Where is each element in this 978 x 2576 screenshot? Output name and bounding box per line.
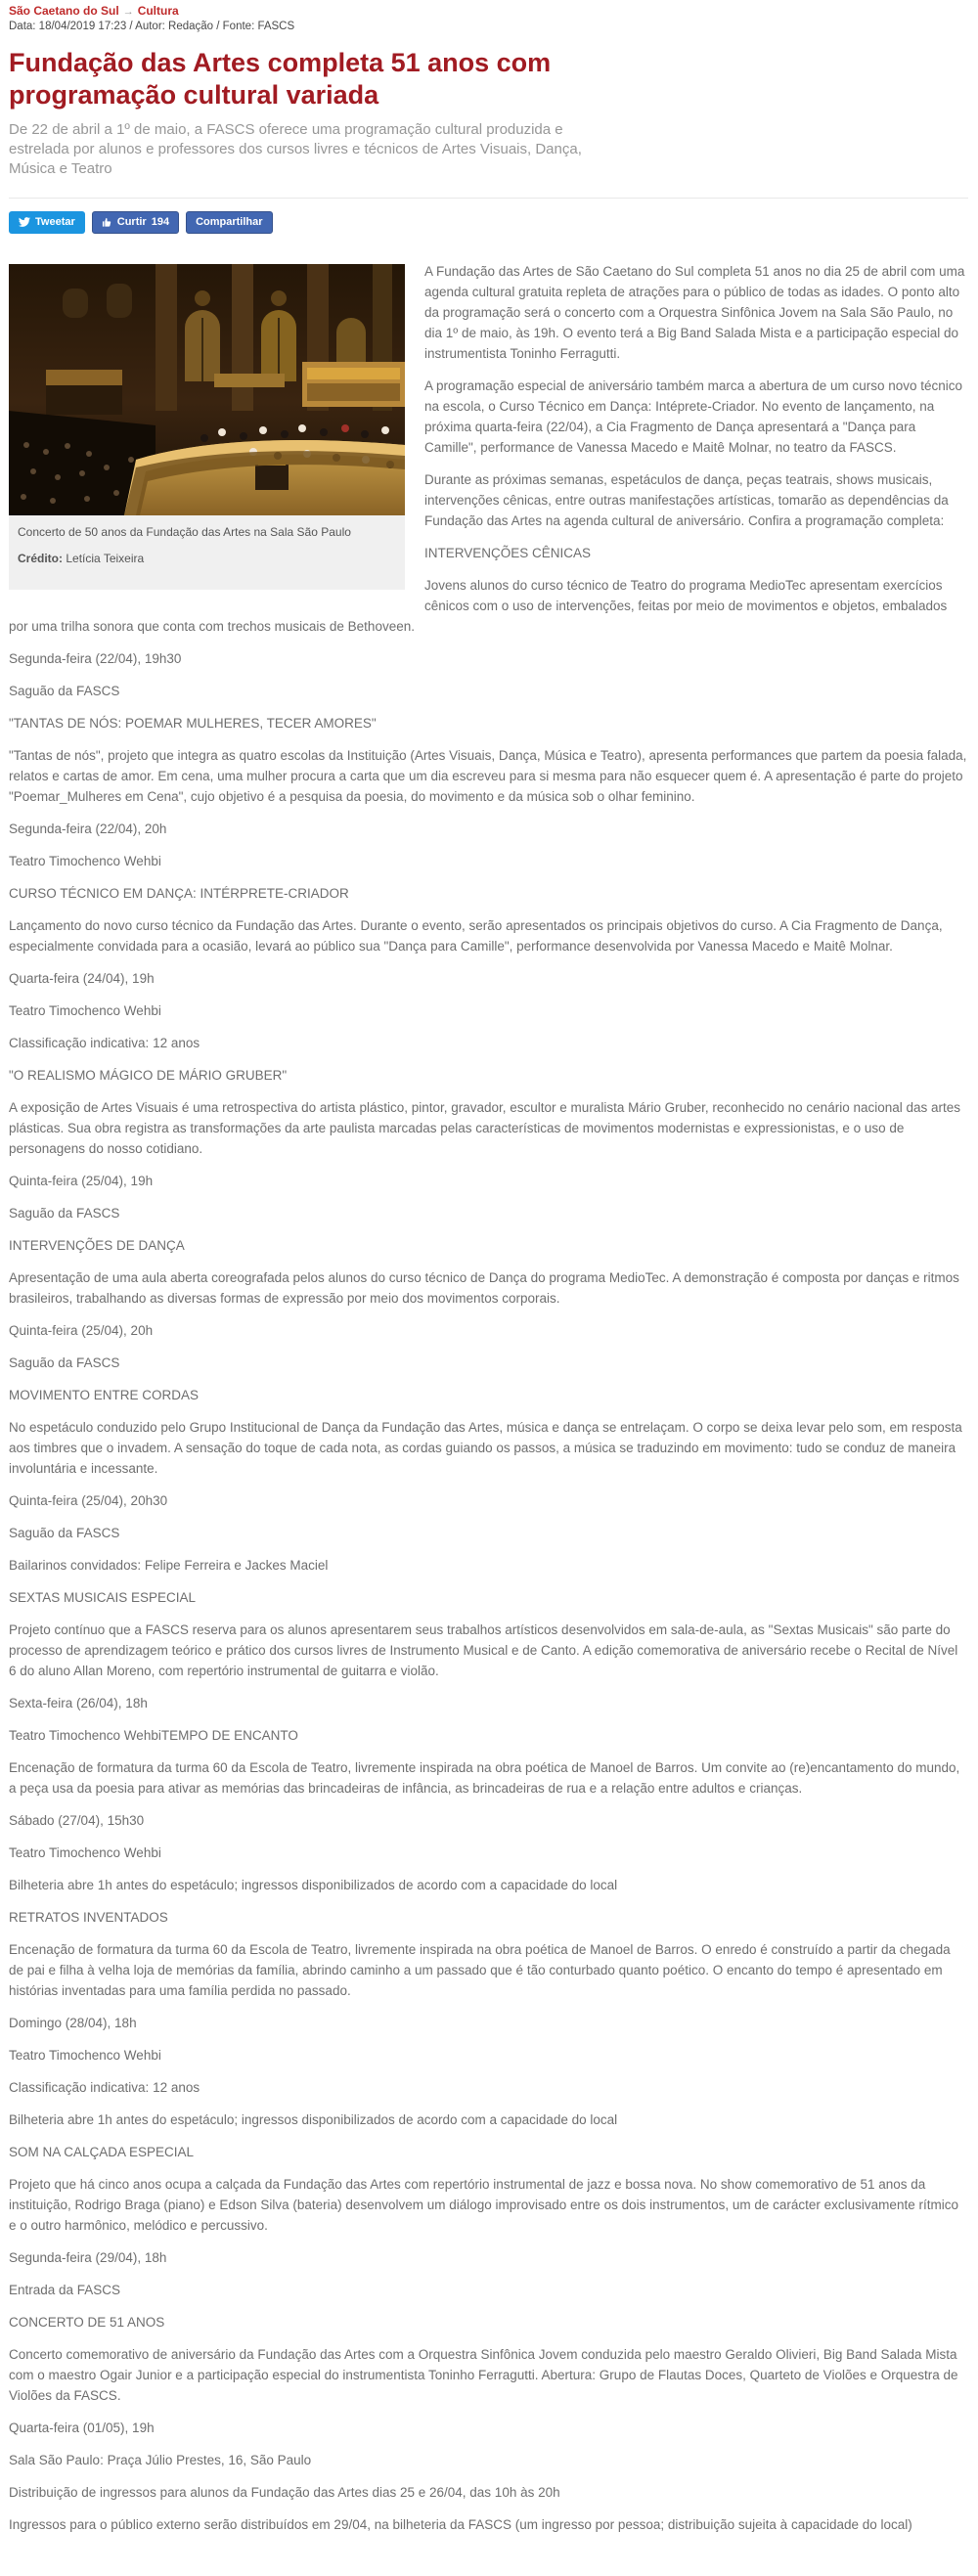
article-paragraph: Sábado (27/04), 15h30 xyxy=(9,1813,145,1828)
article-paragraph: Bilheteria abre 1h antes do espetáculo; ingressos disponibilizados de acordo com a capacidade do local xyxy=(9,1878,618,1892)
article-paragraph: Encenação de formatura da turma 60 da Escola de Teatro, livremente inspirada na obra poética de Manoel de Barros. O enredo é construído a partir da chegada de pai e filha à velha loja de memórias da família, abrindo caminho a um passado que é tão conturbado quanto poético. O encanto do tempo é apresentado em histórias inventadas para uma família perdida no passado. xyxy=(9,1942,951,1998)
article-paragraph: Quinta-feira (25/04), 20h30 xyxy=(9,1493,168,1508)
photo-credit-value: Letícia Teixeira xyxy=(66,552,145,565)
photo-caption xyxy=(9,515,405,590)
article-paragraph: Segunda-feira (22/04), 20h xyxy=(9,822,167,836)
article-paragraph: Domingo (28/04), 18h xyxy=(9,2016,137,2030)
article-paragraph: Saguão da FASCS xyxy=(9,1355,120,1370)
section-heading: SOM NA CALÇADA ESPECIAL xyxy=(9,2145,195,2159)
like-count: 194 xyxy=(151,216,170,228)
like-button[interactable] xyxy=(92,211,179,234)
page-title: Fundação das Artes completa 51 anos com programação cultural variada xyxy=(9,48,552,110)
section-heading: RETRATOS INVENTADOS xyxy=(9,1910,168,1925)
article-paragraph: Ingressos para o público externo serão distribuídos em 29/04, na bilheteria da FASCS (um ingresso por pessoa; distribuição sujeita à capacidade do local) xyxy=(9,2517,912,2532)
article-paragraph: Saguão da FASCS xyxy=(9,684,120,698)
article-paragraph: Teatro Timochenco Wehbi xyxy=(9,1845,161,1860)
article-paragraph: Encenação de formatura da turma 60 da Escola de Teatro, livremente inspirada na obra poética de Manoel de Barros. Um convite ao (re)encantamento do mundo, a peça usa da poesia para ativar as memórias das brincadeiras de infância, as brincadeiras de rua e a relação entre adultos e crianças. xyxy=(9,1760,960,1796)
article-paragraph: Bilheteria abre 1h antes do espetáculo; ingressos disponibilizados de acordo com a capacidade do local xyxy=(9,2112,618,2127)
article-paragraph: Apresentação de uma aula aberta coreografada pelos alunos do curso técnico de Dança do programa MedioTec. A demonstração é composta por danças e ritmos brasileiros, trabalhando as diversas formas de expressão por meio dos movimentos corporais. xyxy=(9,1270,959,1306)
article-paragraph: Sexta-feira (26/04), 18h xyxy=(9,1696,148,1710)
section-heading: CONCERTO DE 51 ANOS xyxy=(9,2315,165,2330)
photo-caption-text: Concerto de 50 anos da Fundação das Artes na Sala São Paulo xyxy=(18,525,351,539)
article-paragraph: A exposição de Artes Visuais é uma retrospectiva do artista plástico, pintor, gravador, escultor e muralista Mário Gruber, reconhecido no cenário nacional das artes plásticas. Sua obra registra as transformações da arte paulista marcadas pelas características de movimentos modernistas e expressionistas, e o uso de personagens do nosso cotidiano. xyxy=(9,1100,961,1156)
article-paragraph: Projeto contínuo que a FASCS reserva para os alunos apresentarem seus trabalhos artísticos desenvolvidos em sala-de-aula, as "Sextas Musicais" são parte do processo de aprendizagem teórico e prático dos cursos livres de Instrumento Musical e de Canto. A edição comemorativa de aniversário recebe o Recital de Nível 6 do aluno Allan Moreno, com repertório instrumental de guitarra e violão. xyxy=(9,1622,958,1678)
section-heading: INTERVENÇÕES DE DANÇA xyxy=(9,1238,185,1253)
article-paragraph: Teatro Timochenco Wehbi xyxy=(9,854,161,868)
article-paragraph: Classificação indicativa: 12 anos xyxy=(9,2080,200,2095)
article-paragraph: A Fundação das Artes de São Caetano do Sul completa 51 anos no dia 25 de abril com uma agenda cultural gratuita repleta de atrações para o público de todas as idades. O ponto alto da programação será o concerto com a Orquestra Sinfônica Jovem na Sala São Paulo, no dia 1º de maio, às 19h. O evento terá a Big Band Salada Mista e a participação especial do instrumentista Toninho Ferragutti. xyxy=(424,264,965,361)
article-paragraph: Teatro Timochenco WehbiTEMPO DE ENCANTO xyxy=(9,1728,298,1743)
share-buttons xyxy=(9,211,968,234)
section-heading: "O REALISMO MÁGICO DE MÁRIO GRUBER" xyxy=(9,1068,288,1083)
section-heading: MOVIMENTO ENTRE CORDAS xyxy=(9,1388,200,1402)
article-figure xyxy=(9,264,405,590)
article-body xyxy=(9,261,968,2547)
like-button-label: Curtir xyxy=(116,216,147,228)
section-heading: INTERVENÇÕES CÊNICAS xyxy=(424,546,592,560)
article-paragraph: Teatro Timochenco Wehbi xyxy=(9,2048,161,2063)
article-paragraph: A programação especial de aniversário também marca a abertura de um curso novo técnico na escola, o Curso Técnico em Dança: Intéprete-Criador. No evento de lançamento, na próxima quarta-feira (22/04), a Cia Fragmento de Dança apresentará a "Dança para Camille", performance de Vanessa Macedo e Maitê Molnar, no teatro da FASCS. xyxy=(424,378,963,455)
tweet-button-label: Tweetar xyxy=(35,216,75,228)
section-heading: CURSO TÉCNICO EM DANÇA: INTÉRPRETE-CRIADOR xyxy=(9,886,349,901)
article-paragraph: Saguão da FASCS xyxy=(9,1206,120,1221)
tweet-button[interactable] xyxy=(9,211,85,234)
article-paragraph: Entrada da FASCS xyxy=(9,2283,121,2297)
article-paragraph: Jovens alunos do curso técnico de Teatro do programa MedioTec apresentam exercícios cênicos com o uso de intervenções, feitas por meio de movimentos e objetos, embalados por uma trilha sonora que conta com trechos musicais de Bethoveen. xyxy=(9,578,948,634)
article-paragraph: Lançamento do novo curso técnico da Fundação das Artes. Durante o evento, serão apresentados os principais objetivos do curso. A Cia Fragmento de Dança, especialmente convidada para a ocasião, levará ao público sua "Dança para Camille", performance desenvolvida por Vanessa Macedo e Maitê Molnar. xyxy=(9,918,943,954)
article-meta: Data: 18/04/2019 17:23 / Autor: Redação / Fonte: FASCS xyxy=(9,21,295,32)
thumbs-up-icon xyxy=(102,217,112,228)
photo-credit-label: Crédito: xyxy=(18,552,63,565)
divider xyxy=(9,198,968,199)
article-paragraph: Quarta-feira (01/05), 19h xyxy=(9,2421,155,2435)
article-paragraph: Sala São Paulo: Praça Júlio Prestes, 16, São Paulo xyxy=(9,2453,312,2467)
article-paragraph: Quarta-feira (24/04), 19h xyxy=(9,971,155,986)
photo-credit xyxy=(18,552,396,566)
article-paragraph: Classificação indicativa: 12 anos xyxy=(9,1036,200,1050)
article-paragraph: Teatro Timochenco Wehbi xyxy=(9,1003,161,1018)
section-heading: "TANTAS DE NÓS: POEMAR MULHERES, TECER AMORES" xyxy=(9,716,377,731)
article-paragraph: Concerto comemorativo de aniversário da Fundação das Artes com a Orquestra Sinfônica Jovem conduzida pelo maestro Geraldo Olivieri, Big Band Salada Mista com o maestro Ogair Junior e a participação especial do instrumentista Toninho Ferragutti. Abertura: Grupo de Flautas Doces, Quarteto de Violões e Orquestra de Violões da FASCS. xyxy=(9,2347,958,2403)
share-button-label: Compartilhar xyxy=(196,216,263,228)
article-paragraph: Projeto que há cinco anos ocupa a calçada da Fundação das Artes com repertório instrumental de jazz e bossa nova. No show comemorativo de 51 anos da instituição, Rodrigo Braga (piano) e Edson Silva (bateria) desenvolvem um diálogo improvisado entre os dois instrumentos, um de carácter exclusivamente rítmico e o outro harmônico, melódico e percussivo. xyxy=(9,2177,958,2233)
breadcrumb xyxy=(9,4,968,18)
article-paragraph: Segunda-feira (29/04), 18h xyxy=(9,2250,167,2265)
article-paragraph: Quinta-feira (25/04), 19h xyxy=(9,1174,154,1188)
concert-hall-photo xyxy=(9,264,405,515)
article-paragraph: "Tantas de nós", projeto que integra as quatro escolas da Instituição (Artes Visuais, Dança, Música e Teatro), apresenta performances que partem da poesia falada, relatos e cartas de amor. Em cena, uma mulher procura a carta que um dia escreveu para si mesma para não esquecer quem é. A apresentação é parte do projeto "Poemar_Mulheres em Cena", cujo objetivo é a pesquisa da poesia, do movimento e da música sob o olhar feminino. xyxy=(9,748,967,804)
breadcrumb-link-category[interactable]: Cultura xyxy=(137,4,179,18)
article-paragraph: Saguão da FASCS xyxy=(9,1526,120,1540)
article-paragraph: No espetáculo conduzido pelo Grupo Institucional de Dança da Fundação das Artes, música e dança se entrelaçam. O corpo se deixa levar pelo som, em resposta aos timbres que o invadem. A sensação do toque de cada nota, as cordas guiando os passos, a música se traduzindo em movimento: tudo se conduz de maneira involuntária e incessante. xyxy=(9,1420,962,1476)
article-paragraph: Quinta-feira (25/04), 20h xyxy=(9,1323,154,1338)
article-subtitle: De 22 de abril a 1º de maio, a FASCS oferece uma programação cultural produzida e estrelada por alunos e professores dos cursos livres e técnicos de Artes Visuais, Dança, Música e Teatro xyxy=(9,121,582,177)
section-heading: SEXTAS MUSICAIS ESPECIAL xyxy=(9,1590,197,1605)
article-paragraph: Bailarinos convidados: Felipe Ferreira e Jackes Maciel xyxy=(9,1558,329,1573)
article-paragraph: Distribuição de ingressos para alunos da Fundação das Artes dias 25 e 26/04, das 10h às 20h xyxy=(9,2485,560,2500)
article-paragraph: Durante as próximas semanas, espetáculos de dança, peças teatrais, shows musicais, intervenções cênicas, entre outras manifestações artísticas, tomarão as dependências da Fundação das Artes na agenda cultural de aniversário. Confira a programação completa: xyxy=(424,472,949,528)
share-button[interactable] xyxy=(186,211,272,234)
breadcrumb-arrow-icon: → xyxy=(122,6,134,18)
breadcrumb-link-city[interactable]: São Caetano do Sul xyxy=(9,4,119,18)
twitter-bird-icon xyxy=(19,216,30,228)
article-paragraph: Segunda-feira (22/04), 19h30 xyxy=(9,651,182,666)
